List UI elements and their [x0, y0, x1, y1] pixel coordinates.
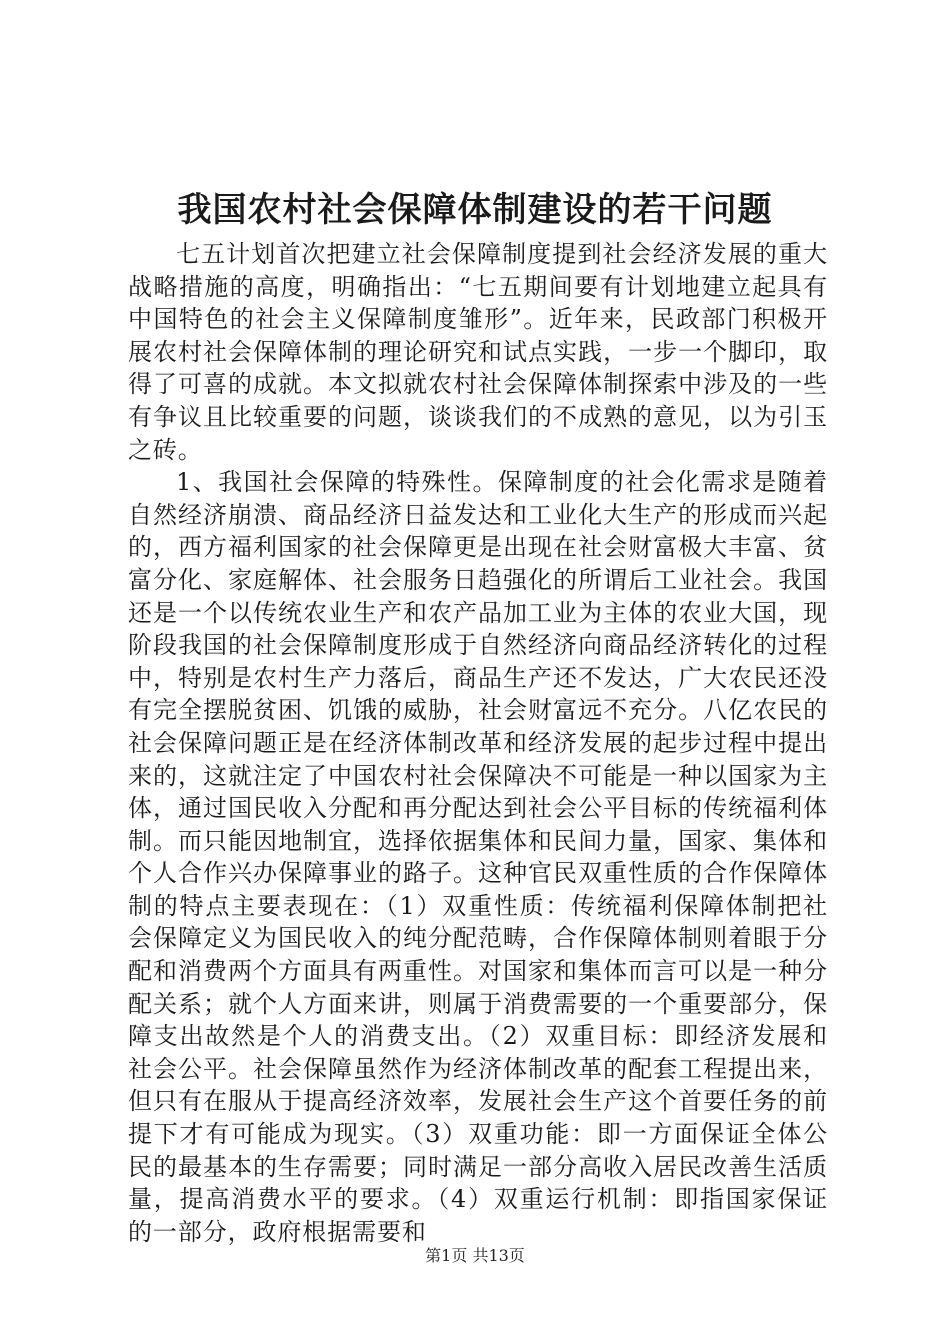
document-body	[128, 238, 828, 1248]
paragraph-section-1: 1、我国社会保障的特殊性。保障制度的社会化需求是随着自然经济崩溃、商品经济日益发达和工业化大生产的形成而兴起的，西方福利国家的社会保障更是出现在社会财富极大丰富、贫富分化、家庭解体、社会服务日趋强化的所谓后工业社会。我国还是一个以传统农业生产和农产品加工业为主体的农业大国，现阶段我国的社会保障制度形成于自然经济向商品经济转化的过程中，特别是农村生产力落后，商品生产还不发达，广大农民还没有完全摆脱贫困、饥饿的威胁，社会财富远不充分。八亿农民的社会保障问题正是在经济体制改革和经济发展的起步过程中提出来的，这就注定了中国农村社会保障决不可能是一种以国家为主体，通过国民收入分配和再分配达到社会公平目标的传统福利体制。而只能因地制宜，选择依据集体和民间力量，国家、集体和个人合作兴办保障事业的路子。这种官民双重性质的合作保障体制的特点主要表现在：（1）双重性质：传统福利保障体制把社会保障定义为国民收入的纯分配范畴，合作保障体制则着眼于分配和消费两个方面具有两重性。对国家和集体而言可以是一种分配关系；就个人方面来讲，则属于消费需要的一个重要部分，保障支出故然是个人的消费支出。（2）双重目标：即经济发展和社会公平。社会保障虽然作为经济体制改革的配套工程提出来，但只有在服从于提高经济效率，发展社会生产这个首要任务的前提下才有可能成为现实。（3）双重功能：即一方面保证全体公民的最基本的生存需要；同时满足一部分高收入居民改善生活质量，提高消费水平的要求。（4）双重运行机制：即指国家保证的一部分，政府根据需要和	[128, 468, 828, 1246]
paragraph-intro: 七五计划首次把建立社会保障制度提到社会经济发展的重大战略措施的高度，明确指出：“七五期间要有计划地建立起具有中国特色的社会主义保障制度雏形”。近年来，民政部门积极开展农村社会保障体制的理论研究和试点实践，一步一个脚印，取得了可喜的成就。本文拟就农村社会保障体制探索中涉及的一些有争议且比较重要的问题，谈谈我们的不成熟的意见，以为引玉之砖。	[128, 240, 828, 464]
page-number-footer: 第1页 共13页	[425, 1246, 525, 1265]
document-title: 我国农村社会保障体制建设的若干问题	[177, 190, 773, 230]
